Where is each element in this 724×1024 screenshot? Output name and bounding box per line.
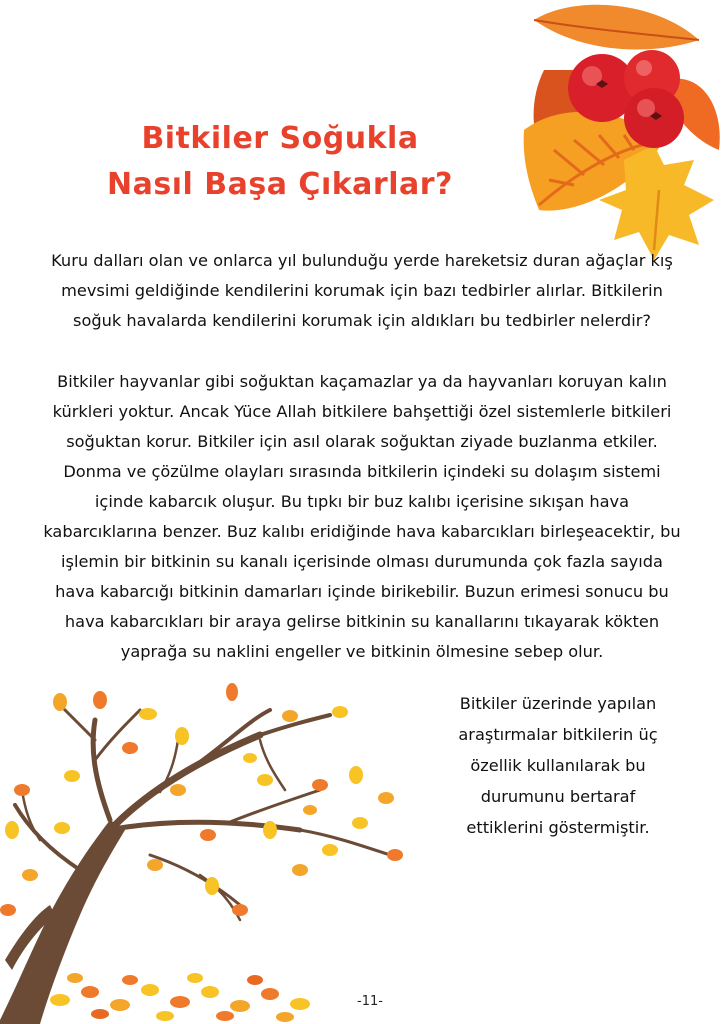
autumn-leaves-berries-illustration	[504, 0, 724, 260]
page-number: -11-	[357, 994, 383, 1009]
text-line: soğuk havalarda kendilerini korumak için aldıkları bu tedbirler nelerdir?	[73, 311, 651, 330]
body-paragraph	[26, 367, 698, 667]
text-line: Bitkiler üzerinde yapılan	[459, 694, 657, 713]
intro-paragraph	[26, 246, 698, 336]
text-line: ettiklerini göstermiştir.	[466, 818, 650, 837]
text-line: hava kabarcığı bitkinin damarları içinde birikebilir. Buzun erimesi sonucu bu	[55, 582, 669, 601]
text-line: kabarcıklarına benzer. Buz kalıbı eridiğinde hava kabarcıkları birleşeacektir, bu	[43, 522, 681, 541]
text-line: durumunu bertaraf	[480, 787, 636, 806]
text-line: hava kabarcıkları bir araya gelirse bitkinin su kanallarını tıkayarak kökten	[64, 612, 660, 631]
text-line: soğuktan korur. Bitkiler için asıl olarak soğuktan ziyade buzlanma etkiler.	[66, 432, 658, 451]
text-line: işlemin bir bitkinin su kanalı içerisinde olması durumunda çok fazla sayıda	[61, 552, 663, 571]
text-line: kürkleri yoktur. Ancak Yüce Allah bitkilere bahşettiği özel sistemlerle bitkileri	[52, 402, 672, 421]
text-line: Kuru dalları olan ve onlarca yıl bulunduğu yerde hareketsiz duran ağaçlar kış	[51, 251, 673, 270]
text-line: mevsimi geldiğinde kendilerini korumak için bazı tedbirler alırlar. Bitkilerin	[61, 281, 663, 300]
title-line-2: Nasıl Başa Çıkarlar?	[107, 167, 453, 202]
side-paragraph	[438, 688, 678, 843]
text-line: araştırmalar bitkilerin üç	[458, 725, 658, 744]
text-line: özellik kullanılarak bu	[470, 756, 646, 775]
text-line: Donma ve çözülme olayları sırasında bitkilerin içindeki su dolaşım sistemi	[63, 462, 661, 481]
title-line-1: Bitkiler Soğukla	[141, 121, 419, 156]
autumn-tree-illustration	[0, 680, 440, 1024]
text-line: yaprağa su naklini engeller ve bitkinin ölmesine sebep olur.	[120, 642, 604, 661]
text-line: içinde kabarcık oluşur. Bu tıpkı bir buz kalıbı içerisine sıkışan hava	[94, 492, 630, 511]
page-title	[60, 116, 500, 208]
text-line: Bitkiler hayvanlar gibi soğuktan kaçamazlar ya da hayvanları koruyan kalın	[57, 372, 667, 391]
